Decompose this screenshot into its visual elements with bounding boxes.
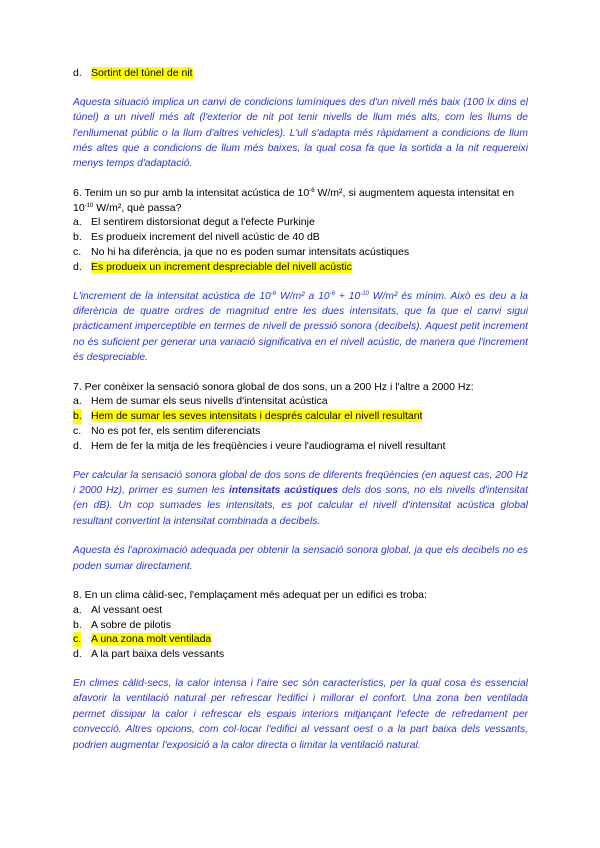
document-content: [73, 66, 528, 753]
q7-explanation-2: Aquesta és l'aproximació adequada per obtenir la sensació sonora global, ja que els decibels no es poden sumar directament.: [73, 545, 528, 572]
q7-option-b: b. Hem de sumar les seves intensitats i després calcular el nivell resultant: [73, 410, 423, 423]
q7-option-d: d. Hem de fer la mitja de les freqüències i veure l'audiograma el nivell resultant: [73, 439, 446, 452]
q8-option-d: d. A la part baixa dels vessants: [73, 648, 225, 661]
q6-option-d: d. Es produeix un increment despreciable del nivell acústic: [73, 260, 352, 273]
q7-option-a: a. Hem de sumar els seus nivells d'intensitat acústica: [73, 395, 328, 408]
q8-option-c: c. A una zona molt ventilada: [73, 633, 212, 646]
q7-option-c: c. No es pot fer, els sentim diferenciats: [73, 425, 261, 438]
q8-option-a: a. Al vessant oest: [73, 603, 163, 616]
q6-option-c: c. No hi ha diferència, ja que no es poden sumar intensitats acústiques: [73, 246, 410, 259]
q6-option-b: b. Es produeix increment del nivell acústic de 40 dB: [73, 231, 320, 244]
q6-explanation: L'increment de la intensitat acústica de $10^{-6}$ W/m² a $10^{-6} + 10^{-10}$ W/m² és mínim. Això es deu a la diferència de quatre ordres de magnitud entre les dues intensitats, que fa que el canvi sigui pràcticament imperceptible en termes de nivell de pressió sonora (decibels). Aquest petit increment no és suficient per generar una variació significativa en el nivell acústic, de manera que l'increment és despreciable.: [73, 290, 528, 364]
bold-term: intensitats acústiques: [228, 485, 339, 497]
q6-question: 6. Tenim un so pur amb la intensitat acústica de $10^{-6}$ W/m², si augmentem aquesta intensitat en $10^{-10}$ W/m², què passa?: [73, 186, 515, 214]
q6-options: [73, 215, 528, 274]
q8-question: 8. En un clima càlid-sec, l'emplaçament més adequat per un edifici es troba:: [73, 589, 427, 602]
correct-answer-text: Es produeix un increment despreciable del nivell acústic: [91, 260, 352, 273]
q5-option-d: [73, 66, 528, 81]
option-letter: d.: [73, 67, 82, 79]
q7-options: [73, 394, 528, 453]
q7-explanation: Per calcular la sensació sonora global de dos sons de diferents freqüències (en aquest cas, 200 Hz i 2000 Hz), primer es sumen les intensitats acústiques dels dos sons, no els nivells d'intensitat (en dB). Un cop sumades les intensitats, es pot calcular el nivell d'intensitat acústica global resultant convertint la intensitat combinada a decibels.: [73, 469, 529, 527]
q5-explanation: Aquesta situació implica un canvi de condicions lumíniques des d'un nivell més baix (100 lx dins el túnel) a un nivell més alt (l'exterior de nit pot tenir nivells de llum més alts, com les llums de l'enllumenat públic o la llum d'altres vehicles). L'ull s'adapta més ràpidament a condicions de llum més altes que a condicions de llum més baixes, la qual cosa fa que la sortida a la nit requereixi menys temps d'adaptació.: [73, 96, 528, 170]
q8-explanation: En climes càlid-secs, la calor intensa i l'aire sec són característics, per la qual cosa és essencial afavorir la ventilació natural per refrescar l'edifici i millorar el confort. Una zona ben ventilada permet dissipar la calor i refrescar els espais interiors mitjançant l'efecte de refredament per convecció. Altres opcions, com col·locar l'edifici al vessant oest o a la part baixa dels vessants, podrien augmentar l'exposició a la calor directa o limitar la ventilació natural.: [73, 678, 528, 751]
q7-question: 7. Per conèixer la sensació sonora global de dos sons, un a 200 Hz i l'altre a 2000 Hz:: [73, 380, 474, 393]
q5-options: [73, 66, 528, 81]
q8-option-b: b. A sobre de pilotis: [73, 618, 171, 631]
correct-answer-text: Hem de sumar les seves intensitats i després calcular el nivell resultant: [91, 410, 423, 423]
correct-answer-text: A una zona molt ventilada: [91, 633, 212, 646]
q6-option-a: a. El sentirem distorsionat degut a l'efecte Purkinje: [73, 216, 315, 229]
q8-options: [73, 603, 528, 662]
correct-answer-text: Sortint del túnel de nit: [91, 67, 193, 79]
